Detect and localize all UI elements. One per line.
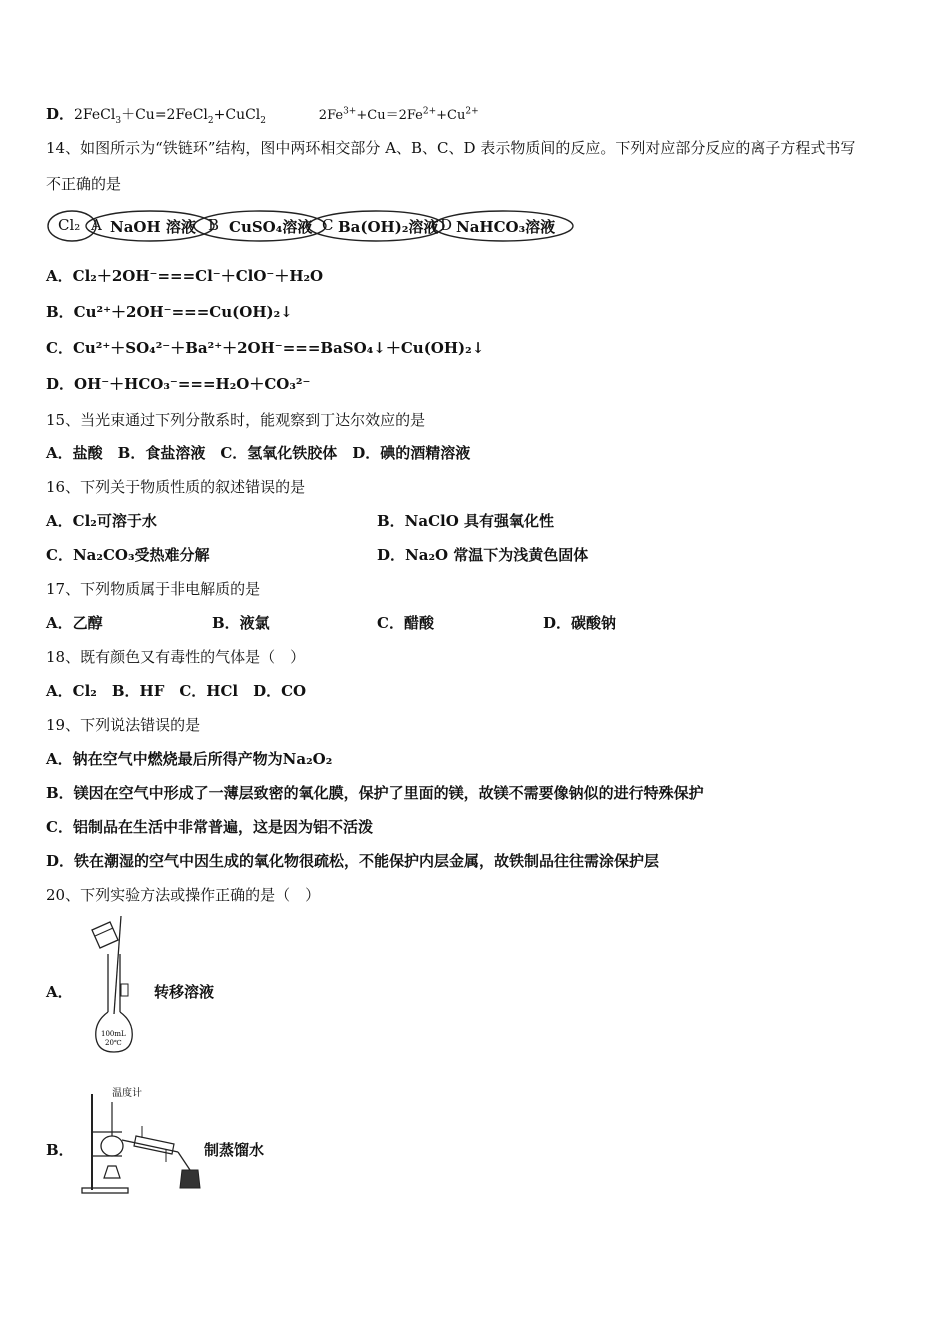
q19-option-c: C．铝制品在生活中非常普遍，这是因为铝不活泼 — [46, 818, 373, 836]
q20-option-b-label: B． — [46, 1141, 74, 1159]
q13-option-d — [46, 104, 479, 126]
q17-option-b: B．液氯 — [212, 614, 270, 632]
chain-item-2: NaOH 溶液 — [110, 218, 196, 236]
chain-item-5: NaHCO₃溶液 — [456, 218, 556, 236]
equation-1: 2FeCl$_3$＋Cu=2FeCl$_2$+CuCl$_2$ — [74, 107, 267, 126]
volumetric-flask-figure — [88, 914, 148, 1056]
q16-stem: 16、下列关于物质性质的叙述错误的是 — [46, 478, 306, 496]
distillation-apparatus-figure — [78, 1078, 208, 1198]
q19-option-d: D．铁在潮湿的空气中因生成的氧化物很疏松，不能保护内层金属，故铁制品往往需涂保护层 — [46, 852, 660, 870]
q18-stem: 18、既有颜色又有毒性的气体是（ ） — [46, 648, 306, 666]
q15-stem: 15、当光束通过下列分散系时，能观察到丁达尔效应的是 — [46, 411, 426, 429]
equation-2: $2Fe^{3+}+Cu=2Fe^{2+}+Cu^{2+}$ — [318, 106, 479, 123]
q19-option-a: A．钠在空气中燃烧最后所得产物为Na₂O₂ — [46, 750, 333, 768]
q14-option-d: D．OH⁻＋HCO₃⁻===H₂O＋CO₃²⁻ — [46, 375, 311, 393]
chain-letter-c: C — [322, 216, 334, 234]
q19-option-b: B．镁因在空气中形成了一薄层致密的氧化膜，保护了里面的镁，故镁不需要像钠似的进行特殊保护 — [46, 784, 704, 802]
chain-letter-b: B — [208, 216, 220, 234]
q16-option-b: B．NaClO 具有强氧化性 — [377, 512, 555, 530]
chain-item-3: CuSO₄溶液 — [229, 218, 313, 236]
q17-option-d: D．碳酸钠 — [543, 614, 617, 632]
q20-option-a-caption: 转移溶液 — [154, 983, 215, 1001]
q20-option-a-label: A． — [46, 983, 73, 1001]
chain-item-1: Cl₂ — [58, 216, 81, 234]
q17-option-a: A．乙醇 — [46, 614, 103, 632]
q17-stem: 17、下列物质属于非电解质的是 — [46, 580, 261, 598]
option-label: D． — [46, 105, 75, 123]
q16-option-c: C．Na₂CO₃受热难分解 — [46, 546, 210, 564]
q14-stem-line2: 不正确的是 — [46, 175, 122, 193]
q14-option-b: B．Cu²⁺＋2OH⁻===Cu(OH)₂↓ — [46, 303, 293, 321]
q20-stem: 20、下列实验方法或操作正确的是（ ） — [46, 886, 321, 904]
flask-label-volume: 100mL — [101, 1030, 126, 1038]
q16-option-d: D．Na₂O 常温下为浅黄色固体 — [377, 546, 589, 564]
q16-option-a: A．Cl₂可溶于水 — [46, 512, 157, 530]
flask-label-temp: 20℃ — [105, 1039, 122, 1047]
iron-chain-diagram — [46, 206, 576, 246]
chain-item-4: Ba(OH)₂溶液 — [338, 218, 439, 236]
q15-options: A．盐酸 B．食盐溶液 C．氢氧化铁胶体 D．碘的酒精溶液 — [46, 444, 471, 462]
q20-option-b-caption: 制蒸馏水 — [204, 1141, 265, 1159]
chain-letter-a: A — [91, 216, 102, 234]
q14-option-a: A．Cl₂＋2OH⁻===Cl⁻＋ClO⁻＋H₂O — [46, 267, 324, 285]
chain-letter-d: D — [440, 216, 453, 234]
q18-options: A．Cl₂ B．HF C．HCl D．CO — [46, 682, 307, 700]
q17-option-c: C．醋酸 — [377, 614, 434, 632]
q19-stem: 19、下列说法错误的是 — [46, 716, 201, 734]
thermometer-label: 温度计 — [112, 1088, 142, 1099]
q14-option-c: C．Cu²⁺＋SO₄²⁻＋Ba²⁺＋2OH⁻===BaSO₄↓＋Cu(OH)₂↓ — [46, 339, 485, 357]
q14-stem-line1: 14、如图所示为“铁链环”结构，图中两环相交部分 A、B、C、D 表示物质间的反应。下列对应部分反应的离子方程式书写 — [46, 139, 856, 157]
